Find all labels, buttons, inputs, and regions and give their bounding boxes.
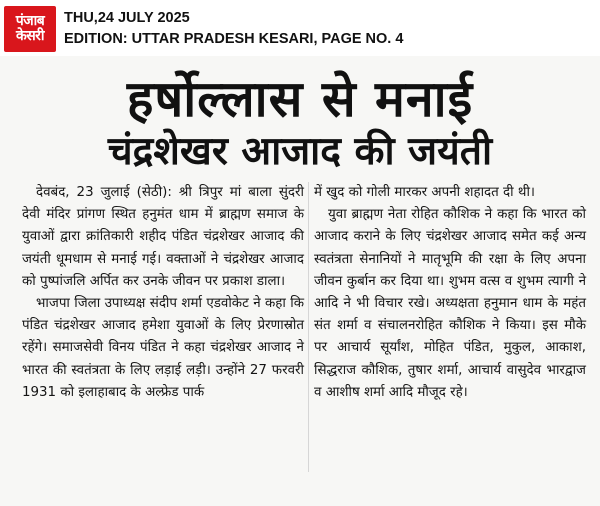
article-column-right: [314, 182, 586, 404]
logo-line-1: पंजाब: [15, 13, 45, 30]
newspaper-clipping: [0, 56, 600, 506]
edition-info: EDITION: UTTAR PRADESH KESARI, PAGE NO. 4: [64, 31, 404, 47]
publication-meta: [64, 8, 403, 50]
publication-date: THU,24 JULY 2025: [64, 10, 190, 26]
article-paragraph: में खुद को गोली मारकर अपनी शहादत दी थी।: [314, 185, 535, 200]
cropped-next-headline: [60, 490, 540, 506]
article-paragraph: युवा ब्राह्मण नेता रोहित कौशिक ने कहा कि भारत को आजाद कराने के लिए चंद्रशेखर आजाद समेत कई अन्य स्वतंत्रता सेनानियों ने मातृभूमि की रक्षा के लिए अपना जीवन कुर्बान कर दिया था। शुभम वत्स व शुभम त्यागी ने आदि ने भी विचार रखे। अध्यक्षता हनुमान धाम के महंत संत शर्मा व संचालनरोहित कौशिक ने किया। इस मौके पर आचार्य सूर्यांश, मोहित पंडित, मुकुल, आकाश, सिद्धराज कौशिक, तुषार शर्मा, आचार्य वासुदेव भारद्वाज व आशीष शर्मा आदि मौजूद रहे।: [314, 207, 586, 400]
logo-line-2: केसरी: [15, 28, 45, 44]
newspaper-logo: [4, 6, 56, 52]
article-column-left: [22, 182, 304, 404]
column-divider: [308, 182, 309, 472]
cropped-top-edge: [18, 56, 588, 66]
headline-line-1: हर्षोल्लास से मनाई: [126, 70, 474, 128]
headline-line-2: चंद्रशेखर आजाद की जयंती: [107, 129, 493, 174]
article-paragraph: भाजपा जिला उपाध्यक्ष संदीप शर्मा एडवोकेट ने कहा कि पंडित चंद्रशेखर आजाद हमेशा युवाओं के लिए प्रेरणास्रोत रहेंगे। समाजसेवी विनय पंडित ने कहा चंद्रशेखर आजाद ने भारत की स्वतंत्रता के लिए लड़ाई लड़ी। उन्होंने 27 फरवरी 1931 को इलाहाबाद के अल्फ्रेड पार्क: [22, 296, 304, 400]
page-header: [0, 0, 600, 56]
article-paragraph: देवबंद, 23 जुलाई (सेठी): श्री त्रिपुर मां बाला सुंदरी देवी मंदिर प्रांगण स्थित हनुमंत धाम में ब्राह्मण समाज के युवाओं द्वारा क्रांतिकारी शहीद पंडित चंद्रशेखर आजाद की जयंती धूमधाम से मनाई गई। वक्ताओं ने चंद्रशेखर आजाद को पुष्पांजलि अर्पित कर उनके जीवन पर प्रकाश डाला।: [22, 185, 304, 289]
